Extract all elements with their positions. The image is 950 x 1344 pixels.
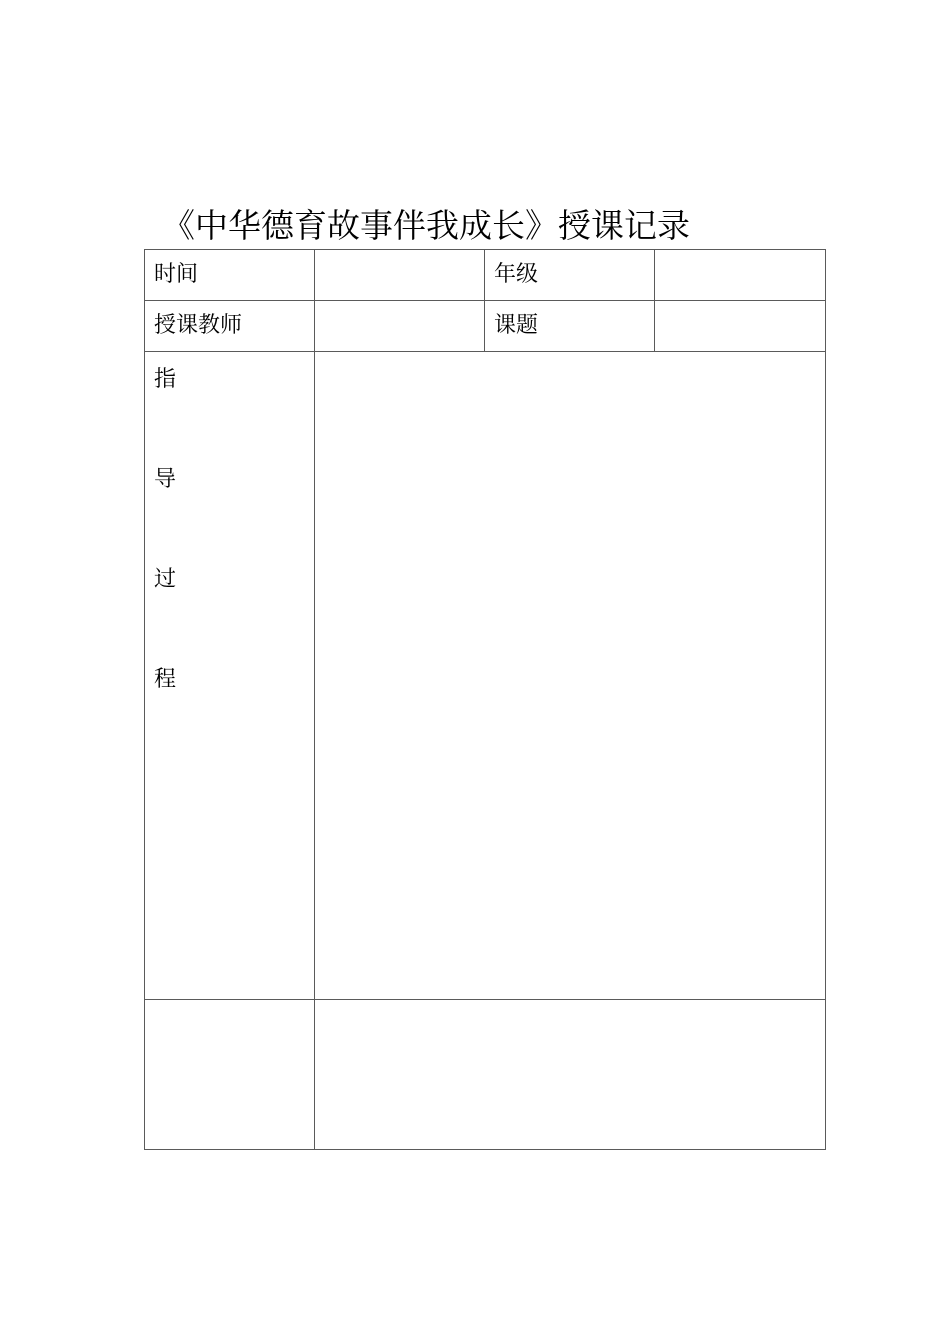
topic-label: 课题	[494, 313, 539, 338]
teacher-label: 授课教师	[154, 313, 243, 338]
table-row-guidance-process	[145, 352, 826, 1000]
process-vertical-label	[145, 352, 314, 767]
document-title: 《中华德育故事伴我成长》授课记录	[162, 206, 690, 245]
table-row-teacher-topic	[145, 301, 826, 352]
process-label-cell	[145, 352, 315, 1000]
topic-label-cell	[485, 301, 655, 352]
topic-value[interactable]	[655, 301, 825, 313]
teacher-value[interactable]	[315, 301, 484, 313]
grade-value[interactable]	[655, 250, 825, 262]
lesson-record-table	[144, 249, 826, 1150]
teacher-value-cell[interactable]	[315, 301, 485, 352]
time-value[interactable]	[315, 250, 484, 262]
process-label-char: 导	[154, 467, 177, 492]
process-content-cell[interactable]	[315, 352, 826, 1000]
process-label-char: 指	[154, 367, 177, 392]
time-label-cell	[145, 250, 315, 301]
bottom-label	[145, 1000, 314, 1012]
bottom-label-cell	[145, 1000, 315, 1150]
table-row-bottom	[145, 1000, 826, 1150]
grade-label-cell	[485, 250, 655, 301]
table-row-time-grade	[145, 250, 826, 301]
process-label-char: 过	[154, 567, 177, 592]
grade-value-cell[interactable]	[655, 250, 826, 301]
grade-label: 年级	[494, 262, 539, 287]
process-label-char: 程	[154, 667, 177, 692]
time-value-cell[interactable]	[315, 250, 485, 301]
bottom-content-cell[interactable]	[315, 1000, 826, 1150]
teacher-label-cell	[145, 301, 315, 352]
topic-value-cell[interactable]	[655, 301, 826, 352]
time-label: 时间	[154, 262, 199, 287]
